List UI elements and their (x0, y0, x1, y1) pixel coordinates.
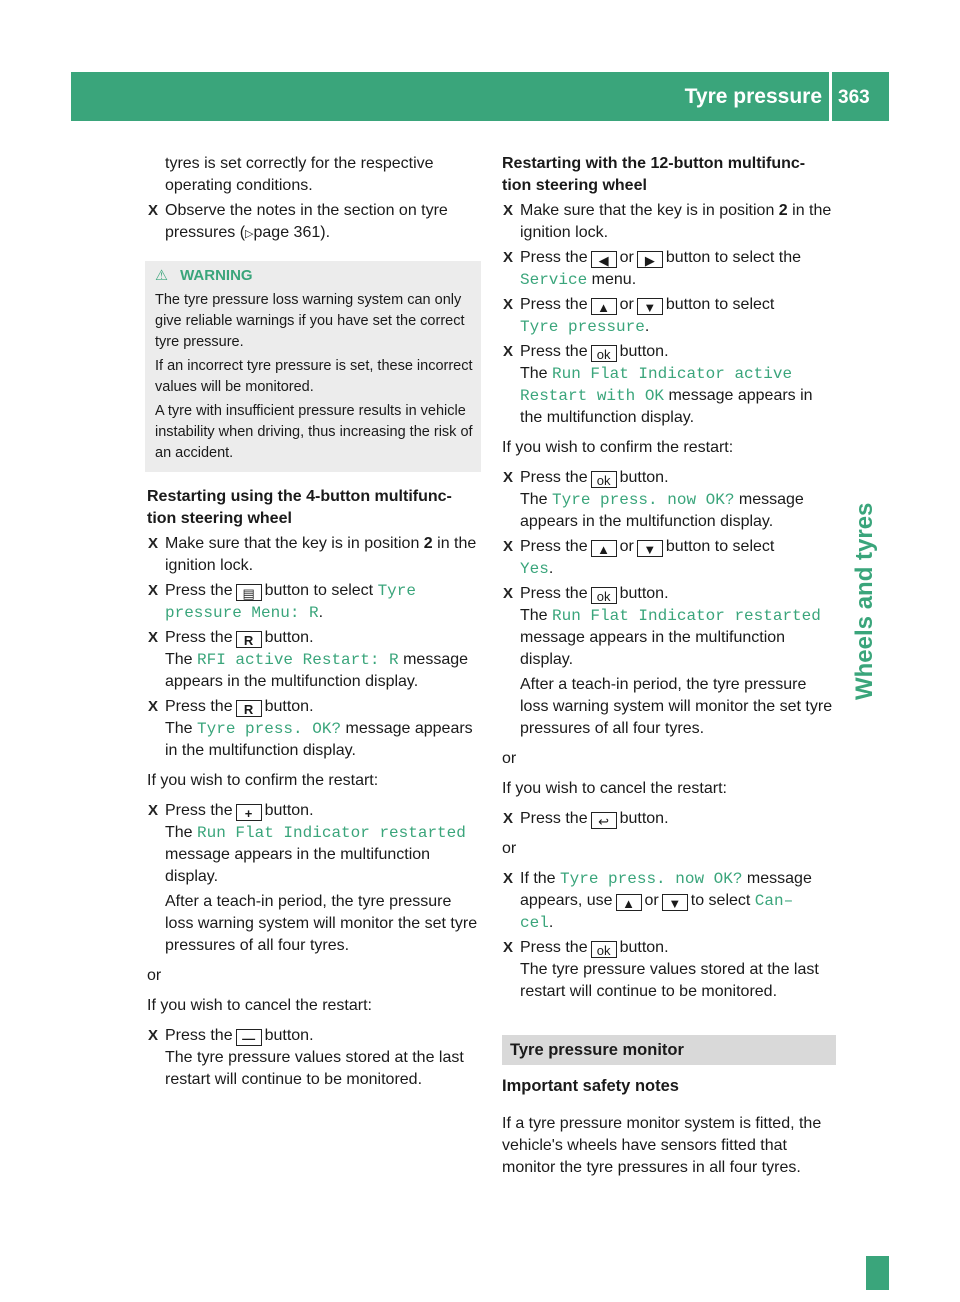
step-arrow-icon: X (503, 538, 514, 555)
step-arrow-icon: X (503, 585, 514, 602)
right-column (502, 153, 836, 1179)
step-press-r-again: X Press the R button. The Tyre press. OK? message appears in the multifunction display. (148, 698, 473, 759)
chapter-label: Wheels and tyres (851, 502, 878, 700)
step-select-cancel: X If the Tyre press. now OK? message appears, use ▲ or ▼ to select Can– cel. (503, 870, 812, 932)
menu-button-icon: ▤ (236, 584, 262, 601)
up-button-icon: ▲ (616, 894, 642, 911)
step-arrow-icon: X (148, 1027, 159, 1044)
page-number: 363 (838, 87, 870, 108)
step-press-r: X Press the R button. The RFI active Restart: R message appears in the multifunction display. (148, 629, 469, 690)
warning-paragraph: A tyre with insufficient pressure results in vehicle instability when driving, thus increasing the risk of an accident. (155, 403, 473, 461)
step-press-ok: X Press the ok button. The Run Flat Indicator restarted message appears in the multifunction display. After a teach-in period, the tyre pressure loss warning system will monitor the set tyre pressures of all four tyres. (502, 583, 836, 740)
down-button-icon: ▼ (637, 540, 663, 557)
cancel-text: If you wish to cancel the restart: (502, 780, 727, 797)
step-arrow-icon: X (503, 939, 514, 956)
or-text: or (147, 967, 162, 984)
r-button-icon: R (236, 700, 262, 717)
left-arrow-button-icon: ◀ (591, 251, 617, 268)
step-arrow-icon: X (503, 810, 514, 827)
warning-paragraph: The tyre pressure loss warning system can only give reliable warnings if you have set the correct tyre pressure. (155, 292, 465, 350)
step-arrow-icon: X (148, 802, 159, 819)
plus-button-icon: + (236, 804, 262, 821)
step-press-plus: X Press the + button. The Run Flat Indicator restarted message appears in the multifunction display. After a teach-in period, the tyre pressure loss warning system will monitor the set tyre pressures of all four tyres. (147, 800, 481, 957)
r-button-icon: R (236, 631, 262, 648)
confirm-text: If you wish to confirm the restart: (147, 772, 379, 789)
step-select-service: X Press the ◀ or ▶ button to select the Service menu. (503, 249, 802, 289)
step-press-minus: X Press the — button. The tyre pressure values stored at the last restart will continue to be monitored. (148, 1027, 464, 1088)
ok-button-icon: ok (591, 587, 617, 604)
down-button-icon: ▼ (637, 298, 663, 315)
up-button-icon: ▲ (591, 298, 617, 315)
step-arrow-icon: X (503, 343, 514, 360)
header-separator (829, 72, 832, 121)
step-select-tyre: X Press the ▤ button to select Tyre pressure Menu: R. (148, 582, 416, 622)
right-arrow-button-icon: ▶ (637, 251, 663, 268)
section-heading: Restarting with the 12-button multifunc- tion steering wheel (502, 155, 806, 194)
step-note: After a teach-in period, the tyre pressure loss warning system will monitor the set tyre pressures of all four tyres. (520, 676, 833, 737)
step-arrow-icon: X (503, 296, 514, 313)
page-ref-triangle-icon: ▷ (245, 228, 254, 240)
warning-triangle-icon: ⚠ (155, 268, 168, 284)
ok-button-icon: ok (591, 345, 617, 362)
step-press-ok: X Press the ok button. The Tyre press. now OK? message appears in the multifunction display. (503, 469, 804, 530)
left-column (147, 153, 481, 1091)
step-arrow-icon: X (148, 629, 159, 646)
intro-text: tyres is set correctly for the respective operating conditions. (165, 155, 434, 194)
section-title-box (502, 1035, 836, 1065)
step-arrow-icon: X (503, 249, 514, 266)
step-key-position: X Make sure that the key is in position 2 in the ignition lock. (148, 535, 477, 574)
or-text: or (502, 750, 517, 767)
page-title: Tyre pressure (684, 85, 822, 108)
body-paragraph: If a tyre pressure monitor system is fitted, the vehicle's wheels have sensors fitted that monitor the tyre pressures in all four tyres. (502, 1115, 822, 1176)
down-button-icon: ▼ (662, 894, 688, 911)
confirm-text: If you wish to confirm the restart: (502, 439, 734, 456)
section-heading: Restarting using the 4-button multifunc- tion steering wheel (147, 488, 452, 527)
step-press-ok: X Press the ok button. The tyre pressure values stored at the last restart will continue to be monitored. (503, 939, 819, 1000)
warning-title: WARNING (180, 267, 253, 284)
step-arrow-icon: X (148, 535, 159, 552)
step-arrow-icon: X (503, 202, 514, 219)
step-press-ok: X Press the ok button. The Run Flat Indicator active Restart with OK message appears in the multifunction display. (503, 343, 813, 426)
section-title: Tyre pressure monitor (510, 1041, 684, 1059)
warning-box (145, 261, 481, 472)
ok-button-icon: ok (591, 471, 617, 488)
back-button-icon: ↩ (591, 812, 617, 829)
step-arrow-icon: X (148, 202, 159, 219)
step-arrow-icon: X (148, 582, 159, 599)
step-select-yes: X Press the ▲ or ▼ button to select Yes. (503, 538, 775, 578)
step-observe: X Observe the notes in the section on tyre pressures (▷page 361). (148, 202, 448, 241)
cancel-text: If you wish to cancel the restart: (147, 997, 372, 1014)
minus-button-icon: — (236, 1029, 262, 1046)
chapter-marker (866, 1256, 889, 1290)
warning-header (155, 265, 473, 287)
step-arrow-icon: X (148, 698, 159, 715)
ok-button-icon: ok (591, 941, 617, 958)
or-text: or (502, 840, 517, 857)
step-note: After a teach-in period, the tyre pressure loss warning system will monitor the set tyre pressures of all four tyres. (165, 893, 478, 954)
subsection-heading: Important safety notes (502, 1077, 679, 1095)
step-arrow-icon: X (503, 870, 514, 887)
step-key-position: X Make sure that the key is in position 2 in the ignition lock. (503, 202, 832, 241)
up-button-icon: ▲ (591, 540, 617, 557)
page-ref-link[interactable]: page 361). (253, 224, 331, 241)
warning-paragraph: If an incorrect tyre pressure is set, these incorrect values will be monitored. (155, 358, 473, 395)
step-arrow-icon: X (503, 469, 514, 486)
step-press-back: X Press the ↩ button. (503, 810, 669, 829)
step-select-tyre-pressure: X Press the ▲ or ▼ button to select Tyre pressure. (503, 296, 775, 336)
